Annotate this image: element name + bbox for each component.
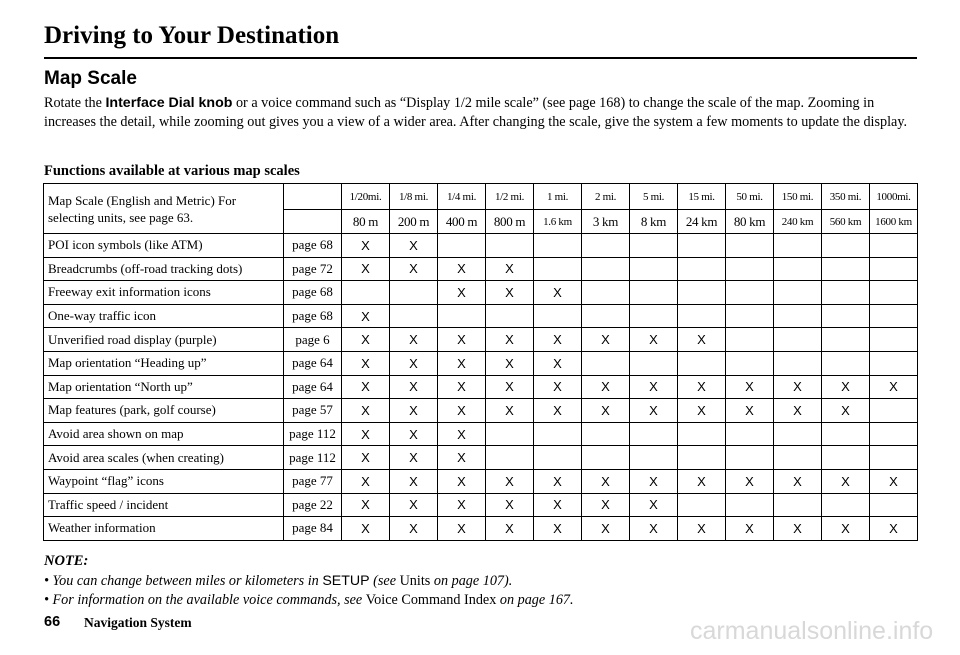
availability-mark: X: [438, 328, 486, 352]
availability-mark: [582, 281, 630, 305]
availability-mark: X: [342, 257, 390, 281]
availability-mark: X: [630, 328, 678, 352]
availability-mark: [870, 446, 918, 470]
availability-mark: X: [438, 351, 486, 375]
availability-mark: [822, 234, 870, 258]
availability-mark: X: [342, 422, 390, 446]
page-reference: page 68: [284, 234, 342, 258]
availability-mark: [678, 257, 726, 281]
availability-mark: [342, 281, 390, 305]
table-heading: Functions available at various map scales: [44, 163, 300, 179]
availability-mark: [774, 281, 822, 305]
availability-mark: X: [822, 517, 870, 541]
availability-mark: X: [630, 469, 678, 493]
availability-mark: X: [534, 517, 582, 541]
availability-mark: X: [486, 351, 534, 375]
metric-scale: 8 km: [630, 210, 678, 234]
availability-mark: X: [630, 493, 678, 517]
table-row: [44, 517, 918, 541]
availability-mark: [774, 304, 822, 328]
availability-mark: [630, 422, 678, 446]
feature-label: POI icon symbols (like ATM): [44, 234, 284, 258]
availability-mark: [726, 234, 774, 258]
availability-mark: X: [342, 304, 390, 328]
availability-mark: X: [390, 399, 438, 423]
availability-mark: X: [438, 422, 486, 446]
metric-scale: 560 km: [822, 210, 870, 234]
availability-mark: X: [774, 399, 822, 423]
availability-mark: [774, 351, 822, 375]
availability-mark: [726, 493, 774, 517]
table-row: [44, 493, 918, 517]
note2-text-end: on page 167.: [496, 592, 574, 608]
availability-mark: X: [534, 493, 582, 517]
availability-mark: X: [870, 517, 918, 541]
english-scale: 1/20mi.: [342, 184, 390, 210]
availability-mark: X: [726, 375, 774, 399]
availability-mark: X: [630, 517, 678, 541]
availability-mark: X: [582, 399, 630, 423]
availability-mark: [822, 351, 870, 375]
english-scale: 1/8 mi.: [390, 184, 438, 210]
watermark-text: carmanualsonline.info: [690, 617, 934, 645]
table-row: [44, 375, 918, 399]
availability-mark: X: [390, 517, 438, 541]
page-reference: page 112: [284, 446, 342, 470]
availability-mark: X: [390, 234, 438, 258]
availability-mark: X: [870, 375, 918, 399]
availability-mark: X: [438, 281, 486, 305]
page-reference: page 77: [284, 469, 342, 493]
note-line-units: [44, 573, 512, 590]
availability-mark: X: [342, 375, 390, 399]
availability-mark: X: [582, 375, 630, 399]
note-label: NOTE:: [44, 553, 89, 569]
availability-mark: X: [342, 517, 390, 541]
availability-mark: [678, 234, 726, 258]
availability-mark: X: [486, 281, 534, 305]
availability-mark: [726, 281, 774, 305]
availability-mark: X: [678, 328, 726, 352]
header-blank-cell: [284, 210, 342, 234]
page-reference: page 68: [284, 281, 342, 305]
availability-mark: X: [390, 328, 438, 352]
availability-mark: X: [822, 399, 870, 423]
availability-mark: [486, 446, 534, 470]
availability-mark: [582, 234, 630, 258]
page-reference: page 64: [284, 375, 342, 399]
availability-mark: X: [390, 493, 438, 517]
page-reference: page 72: [284, 257, 342, 281]
availability-mark: X: [726, 469, 774, 493]
footer-label: Navigation System: [84, 615, 192, 630]
table-row: [44, 234, 918, 258]
page-reference: page 6: [284, 328, 342, 352]
setup-term: SETUP: [322, 573, 370, 589]
availability-mark: X: [390, 351, 438, 375]
availability-mark: X: [486, 328, 534, 352]
availability-mark: X: [726, 517, 774, 541]
table-row: [44, 304, 918, 328]
availability-mark: [774, 493, 822, 517]
availability-mark: [630, 351, 678, 375]
availability-mark: [870, 328, 918, 352]
english-scale: 150 mi.: [774, 184, 822, 210]
availability-mark: X: [534, 469, 582, 493]
availability-mark: X: [342, 399, 390, 423]
availability-mark: [822, 446, 870, 470]
availability-mark: [582, 446, 630, 470]
availability-mark: X: [390, 469, 438, 493]
table-row: [44, 257, 918, 281]
availability-mark: [678, 422, 726, 446]
availability-mark: X: [678, 399, 726, 423]
availability-mark: [678, 304, 726, 328]
availability-mark: X: [630, 399, 678, 423]
english-scale-row: [44, 184, 918, 210]
availability-mark: [870, 493, 918, 517]
page-reference: page 22: [284, 493, 342, 517]
english-scale: 1 mi.: [534, 184, 582, 210]
availability-mark: X: [630, 375, 678, 399]
metric-scale: 24 km: [678, 210, 726, 234]
availability-mark: X: [342, 469, 390, 493]
metric-scale: 1600 km: [870, 210, 918, 234]
availability-mark: X: [438, 469, 486, 493]
availability-mark: [726, 304, 774, 328]
feature-label: Map orientation “Heading up”: [44, 351, 284, 375]
english-scale: 350 mi.: [822, 184, 870, 210]
availability-mark: X: [486, 399, 534, 423]
header-blank-cell: [284, 184, 342, 210]
table-row: [44, 469, 918, 493]
availability-mark: [438, 304, 486, 328]
availability-mark: X: [438, 257, 486, 281]
availability-mark: [390, 281, 438, 305]
availability-mark: [870, 304, 918, 328]
availability-mark: X: [390, 422, 438, 446]
availability-mark: X: [342, 351, 390, 375]
note1-text-start: • You can change between miles or kilometers in: [44, 573, 323, 589]
availability-mark: [678, 281, 726, 305]
availability-mark: [582, 257, 630, 281]
availability-mark: [870, 257, 918, 281]
availability-mark: X: [486, 375, 534, 399]
availability-mark: [534, 304, 582, 328]
availability-mark: [726, 257, 774, 281]
page-reference: page 112: [284, 422, 342, 446]
availability-mark: [438, 234, 486, 258]
table-header-description: Map Scale (English and Metric) For selecting units, see page 63.: [44, 184, 284, 234]
table-row: [44, 446, 918, 470]
availability-mark: X: [534, 399, 582, 423]
metric-scale: 80 km: [726, 210, 774, 234]
availability-mark: X: [534, 328, 582, 352]
note1-text-end: on page 107).: [430, 573, 513, 589]
units-term: Units: [399, 573, 431, 589]
availability-mark: [486, 234, 534, 258]
availability-mark: X: [534, 375, 582, 399]
availability-mark: X: [582, 493, 630, 517]
availability-mark: X: [582, 328, 630, 352]
feature-label: Avoid area scales (when creating): [44, 446, 284, 470]
availability-mark: X: [438, 517, 486, 541]
availability-mark: [822, 422, 870, 446]
metric-scale: 1.6 km: [534, 210, 582, 234]
table-row: [44, 328, 918, 352]
availability-mark: X: [678, 469, 726, 493]
feature-label: Waypoint “flag” icons: [44, 469, 284, 493]
availability-mark: [678, 351, 726, 375]
title-divider: [44, 57, 917, 59]
metric-scale: 3 km: [582, 210, 630, 234]
availability-mark: [630, 257, 678, 281]
availability-mark: X: [390, 375, 438, 399]
availability-mark: X: [486, 517, 534, 541]
availability-mark: X: [678, 517, 726, 541]
availability-mark: [630, 304, 678, 328]
availability-mark: X: [774, 469, 822, 493]
metric-scale: 200 m: [390, 210, 438, 234]
note1-text-mid: (see: [369, 573, 400, 589]
page-number: 66: [44, 614, 61, 630]
availability-mark: X: [390, 446, 438, 470]
availability-mark: [726, 351, 774, 375]
availability-mark: [582, 422, 630, 446]
availability-mark: X: [726, 399, 774, 423]
metric-scale: 240 km: [774, 210, 822, 234]
availability-mark: [774, 328, 822, 352]
english-scale: 1/2 mi.: [486, 184, 534, 210]
english-scale: 15 mi.: [678, 184, 726, 210]
page-reference: page 57: [284, 399, 342, 423]
section-title: Map Scale: [44, 68, 137, 89]
availability-mark: X: [486, 257, 534, 281]
availability-mark: [822, 281, 870, 305]
availability-mark: X: [438, 399, 486, 423]
note-line-voice: [44, 592, 574, 609]
availability-mark: [822, 328, 870, 352]
feature-label: Weather information: [44, 517, 284, 541]
availability-mark: X: [534, 351, 582, 375]
availability-mark: [534, 234, 582, 258]
feature-label: Unverified road display (purple): [44, 328, 284, 352]
availability-mark: [822, 304, 870, 328]
availability-mark: X: [774, 375, 822, 399]
page-reference: page 68: [284, 304, 342, 328]
page-reference: page 64: [284, 351, 342, 375]
english-scale: 1000mi.: [870, 184, 918, 210]
availability-mark: X: [438, 375, 486, 399]
english-scale: 5 mi.: [630, 184, 678, 210]
availability-mark: [822, 257, 870, 281]
availability-mark: [870, 281, 918, 305]
availability-mark: [870, 234, 918, 258]
table-row: [44, 399, 918, 423]
intro-text-start: Rotate the: [44, 95, 106, 111]
availability-mark: [870, 422, 918, 446]
availability-mark: [774, 257, 822, 281]
availability-mark: [870, 351, 918, 375]
table-row: [44, 422, 918, 446]
english-scale: 50 mi.: [726, 184, 774, 210]
availability-mark: [582, 351, 630, 375]
availability-mark: X: [438, 493, 486, 517]
availability-mark: [678, 493, 726, 517]
availability-mark: X: [582, 469, 630, 493]
availability-mark: [822, 493, 870, 517]
feature-label: Freeway exit information icons: [44, 281, 284, 305]
availability-mark: X: [342, 234, 390, 258]
availability-mark: [534, 422, 582, 446]
availability-mark: X: [678, 375, 726, 399]
metric-scale: 80 m: [342, 210, 390, 234]
map-scale-table: [43, 183, 918, 541]
availability-mark: [534, 446, 582, 470]
availability-mark: X: [486, 493, 534, 517]
availability-mark: [774, 234, 822, 258]
availability-mark: X: [822, 469, 870, 493]
availability-mark: [390, 304, 438, 328]
chapter-title: Driving to Your Destination: [44, 22, 340, 49]
availability-mark: [630, 446, 678, 470]
availability-mark: X: [390, 257, 438, 281]
availability-mark: [726, 328, 774, 352]
feature-label: One-way traffic icon: [44, 304, 284, 328]
table-row: [44, 281, 918, 305]
page-reference: page 84: [284, 517, 342, 541]
availability-mark: X: [774, 517, 822, 541]
availability-mark: [534, 257, 582, 281]
availability-mark: [870, 399, 918, 423]
availability-mark: [726, 446, 774, 470]
availability-mark: [774, 446, 822, 470]
availability-mark: X: [342, 328, 390, 352]
availability-mark: X: [486, 469, 534, 493]
availability-mark: [678, 446, 726, 470]
metric-scale: 800 m: [486, 210, 534, 234]
availability-mark: [486, 304, 534, 328]
availability-mark: X: [582, 517, 630, 541]
table-row: [44, 351, 918, 375]
feature-label: Avoid area shown on map: [44, 422, 284, 446]
voice-command-index-term: Voice Command Index: [365, 592, 497, 608]
availability-mark: [726, 422, 774, 446]
availability-mark: X: [438, 446, 486, 470]
availability-mark: [486, 422, 534, 446]
feature-label: Map orientation “North up”: [44, 375, 284, 399]
availability-mark: [630, 234, 678, 258]
availability-mark: X: [870, 469, 918, 493]
availability-mark: X: [342, 493, 390, 517]
availability-mark: [630, 281, 678, 305]
intro-paragraph: [44, 94, 922, 132]
availability-mark: [582, 304, 630, 328]
availability-mark: X: [534, 281, 582, 305]
english-scale: 2 mi.: [582, 184, 630, 210]
interface-dial-knob-term: Interface Dial knob: [105, 95, 233, 111]
feature-label: Breadcrumbs (off-road tracking dots): [44, 257, 284, 281]
feature-label: Map features (park, golf course): [44, 399, 284, 423]
availability-mark: X: [342, 446, 390, 470]
availability-mark: X: [822, 375, 870, 399]
feature-label: Traffic speed / incident: [44, 493, 284, 517]
intro-text-end: or a voice command such as “Display 1/2 mile scale” (see page 168) to change the scale of the map. Zooming in increases the detail, while zooming out gives you a view of a wider area. After changing the scale, give the system a few moments to update the display.: [44, 95, 908, 130]
english-scale: 1/4 mi.: [438, 184, 486, 210]
availability-mark: [774, 422, 822, 446]
note2-text-start: • For information on the available voice commands, see: [44, 592, 366, 608]
metric-scale: 400 m: [438, 210, 486, 234]
